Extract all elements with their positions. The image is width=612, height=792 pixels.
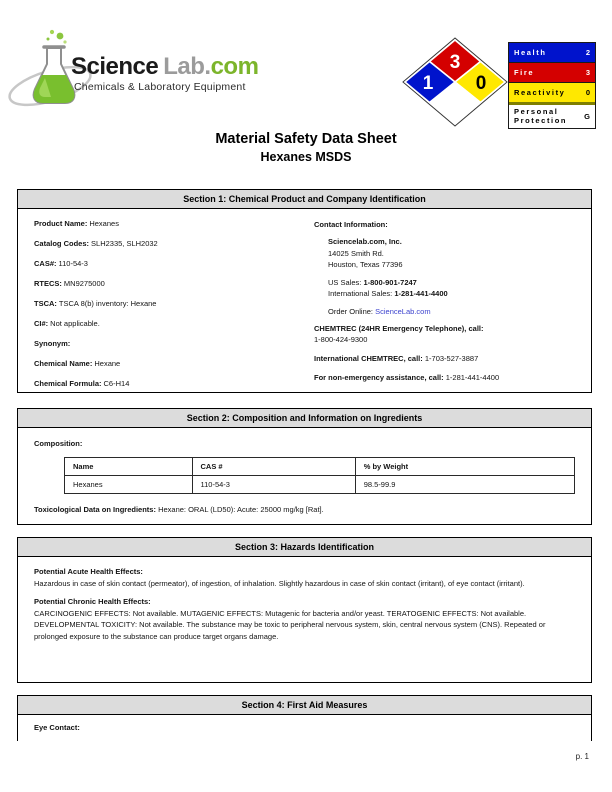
nfpa-hazard-diamond bbox=[402, 37, 508, 127]
nfpa-row-personal-protection bbox=[509, 102, 595, 128]
sciencelab-website-link[interactable]: ScienceLab.com bbox=[375, 306, 431, 316]
nfpa-row-reactivity bbox=[509, 82, 595, 102]
section-4-box bbox=[17, 695, 592, 741]
eye-contact-label: Eye Contact: bbox=[34, 723, 80, 732]
field-tsca: TSCA: TSCA 8(b) inventory: Hexane bbox=[34, 299, 157, 308]
toxicological-data-line: Toxicological Data on Ingredients: Hexane: ORAL (LD50): Acute: 25000 mg/kg [Rat]. bbox=[34, 505, 324, 514]
nfpa-reactivity-rating: 0 bbox=[475, 73, 487, 94]
sciencelab-logo bbox=[71, 53, 258, 81]
product-identification-column bbox=[34, 220, 299, 400]
logo-dot: . bbox=[204, 53, 211, 80]
acute-health-effects-text: Hazardous in case of skin contact (permeator), of ingestion, of inhalation. Slightly hazardous in case of skin contact (irritant), of eye contact (irritant). bbox=[34, 578, 525, 588]
composition-table-header-row bbox=[65, 458, 575, 476]
logo-word-lab: Lab bbox=[163, 53, 205, 80]
acute-health-effects-label: Potential Acute Health Effects: bbox=[34, 567, 143, 576]
address-line-1: 14025 Smith Rd. bbox=[328, 248, 384, 258]
field-rtecs: RTECS: MN9275000 bbox=[34, 279, 105, 288]
chronic-health-effects-label: Potential Chronic Health Effects: bbox=[34, 597, 151, 606]
cell-ingredient-name: Hexanes bbox=[65, 476, 193, 494]
cell-ingredient-weight: 98.5-99.9 bbox=[355, 476, 574, 494]
personal-protection-label: Personal Protection bbox=[514, 106, 568, 125]
composition-table bbox=[64, 457, 575, 494]
column-header-weight: % by Weight bbox=[355, 458, 574, 476]
nfpa-ratings-table bbox=[508, 42, 596, 129]
column-header-cas: CAS # bbox=[192, 458, 355, 476]
field-cas-number: CAS#: 110-54-3 bbox=[34, 259, 88, 268]
field-ci-number: CI#: Not applicable. bbox=[34, 319, 100, 328]
intl-sales-line: International Sales: 1-281-441-4400 bbox=[328, 289, 448, 298]
contact-heading: Contact Information: bbox=[314, 220, 388, 229]
section-2-heading: Section 2: Composition and Information on Ingredients bbox=[18, 409, 591, 428]
field-catalog-codes: Catalog Codes: SLH2335, SLH2032 bbox=[34, 239, 158, 248]
section-2-box bbox=[17, 408, 592, 525]
logo-word-science: Science bbox=[71, 53, 159, 80]
cell-ingredient-cas: 110-54-3 bbox=[192, 476, 355, 494]
composition-label: Composition: bbox=[34, 439, 83, 448]
logo-word-com: com bbox=[210, 53, 259, 80]
fire-label: Fire bbox=[514, 68, 535, 77]
company-name: Sciencelab.com, Inc. bbox=[328, 237, 402, 246]
health-value: 2 bbox=[585, 48, 590, 57]
order-online-line: Order Online: ScienceLab.com bbox=[328, 306, 431, 316]
chemtrec-line: CHEMTREC (24HR Emergency Telephone), call: 1-800-424-9300 bbox=[314, 324, 484, 344]
nfpa-health-rating: 1 bbox=[422, 73, 434, 94]
field-chemical-name: Chemical Name: Hexane bbox=[34, 359, 121, 368]
section-3-box bbox=[17, 537, 592, 683]
logo-tagline: Chemicals & Laboratory Equipment bbox=[74, 81, 246, 93]
sales-block bbox=[328, 277, 575, 300]
field-product-name: Product Name: Hexanes bbox=[34, 219, 119, 228]
address-line-2: Houston, Texas 77396 bbox=[328, 260, 403, 269]
reactivity-value: 0 bbox=[585, 88, 590, 97]
us-sales-line: US Sales: 1-800-901-7247 bbox=[328, 277, 417, 287]
column-header-name: Name bbox=[65, 458, 193, 476]
fire-value: 3 bbox=[585, 68, 590, 77]
reactivity-label: Reactivity bbox=[514, 88, 566, 97]
document-title: Material Safety Data Sheet bbox=[215, 131, 397, 147]
page-number: p. 1 bbox=[575, 752, 589, 761]
company-address-block bbox=[328, 236, 575, 271]
section-3-heading: Section 3: Hazards Identification bbox=[18, 538, 591, 557]
order-online-block bbox=[328, 306, 575, 318]
document-subtitle: Hexanes MSDS bbox=[260, 150, 352, 164]
field-chemical-formula: Chemical Formula: C6-H14 bbox=[34, 379, 130, 388]
contact-information-column bbox=[299, 220, 575, 400]
intl-chemtrec-line: International CHEMTREC, call: 1-703-527-3887 bbox=[314, 354, 479, 363]
section-1-heading: Section 1: Chemical Product and Company Identification bbox=[18, 190, 591, 209]
nfpa-fire-rating: 3 bbox=[449, 52, 461, 73]
personal-protection-value: G bbox=[584, 112, 590, 121]
nfpa-row-fire bbox=[509, 62, 595, 82]
document-title-block bbox=[0, 131, 612, 164]
chronic-health-effects-text: CARCINOGENIC EFFECTS: Not available. MUTAGENIC EFFECTS: Mutagenic for bacteria and/or yeast. TERATOGENIC EFFECTS: Not available. DEVELOPMENTAL TOXICITY: Not available. The substance may be toxic to peripheral nervous system, skin, central nervous system (CNS). Repeated or prolonged exposure to the substance can produce target organs damage. bbox=[34, 608, 546, 641]
health-label: Health bbox=[514, 48, 547, 57]
nfpa-row-health bbox=[509, 43, 595, 62]
field-synonym: Synonym: bbox=[34, 339, 71, 348]
section-4-heading: Section 4: First Aid Measures bbox=[18, 696, 591, 715]
non-emergency-line: For non-emergency assistance, call: 1-281-441-4400 bbox=[314, 373, 500, 382]
section-1-box bbox=[17, 189, 592, 393]
table-row bbox=[65, 476, 575, 494]
